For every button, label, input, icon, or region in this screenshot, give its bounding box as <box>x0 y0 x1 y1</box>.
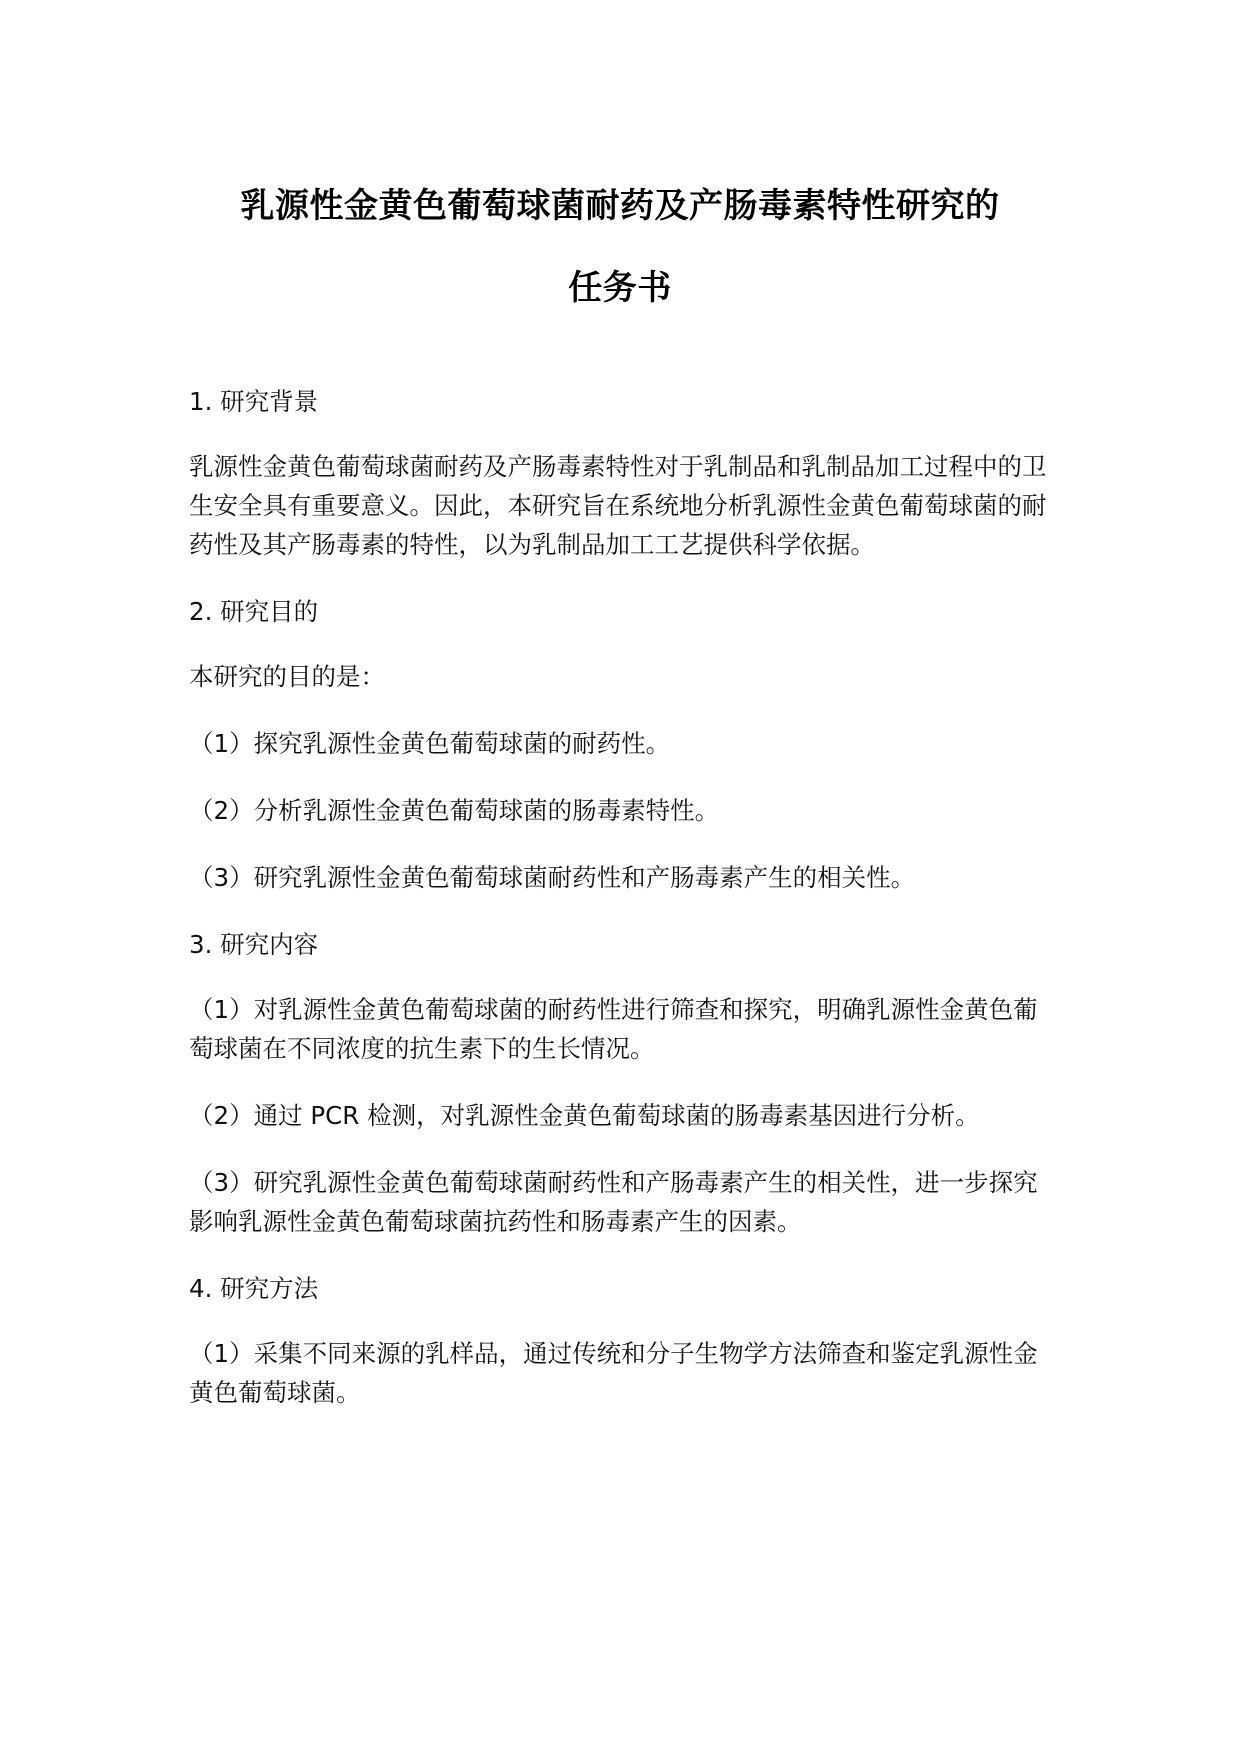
list-item: （2）通过 PCR 检测，对乳源性金黄色葡萄球菌的肠毒素基因进行分析。 <box>189 1101 980 1130</box>
section-heading-methods: 4. 研究方法 <box>189 1274 319 1303</box>
list-item: （3）研究乳源性金黄色葡萄球菌耐药性和产肠毒素产生的相关性，进一步探究影响乳源性金黄色葡萄球菌抗药性和肠毒素产生的因素。 <box>189 1168 1038 1236</box>
list-item: （1）对乳源性金黄色葡萄球菌的耐药性进行筛查和探究，明确乳源性金黄色葡萄球菌在不同浓度的抗生素下的生长情况。 <box>189 995 1038 1063</box>
list-item: （2）分析乳源性金黄色葡萄球菌的肠毒素特性。 <box>189 796 720 825</box>
document-title-line-2: 任务书 <box>568 268 672 308</box>
paragraph: 本研究的目的是： <box>189 662 385 691</box>
document-body <box>189 382 1051 1440</box>
list-item: （3）研究乳源性金黄色葡萄球菌耐药性和产肠毒素产生的相关性。 <box>189 863 916 892</box>
list-item: （1）采集不同来源的乳样品，通过传统和分子生物学方法筛查和鉴定乳源性金黄色葡萄球菌。 <box>189 1339 1038 1407</box>
document-title-line-1: 乳源性金黄色葡萄球菌耐药及产肠毒素特性研究的 <box>240 186 1000 226</box>
section-heading-content: 3. 研究内容 <box>189 930 319 959</box>
paragraph: 乳源性金黄色葡萄球菌耐药及产肠毒素特性对于乳制品和乳制品加工过程中的卫生安全具有重要意义。因此，本研究旨在系统地分析乳源性金黄色葡萄球菌的耐药性及其产肠毒素的特性，以为乳制品加工工艺提供科学依据。 <box>189 452 1047 559</box>
section-heading-purpose: 2. 研究目的 <box>189 597 319 626</box>
list-item: （1）探究乳源性金黄色葡萄球菌的耐药性。 <box>189 729 671 758</box>
section-heading-background: 1. 研究背景 <box>189 387 319 416</box>
